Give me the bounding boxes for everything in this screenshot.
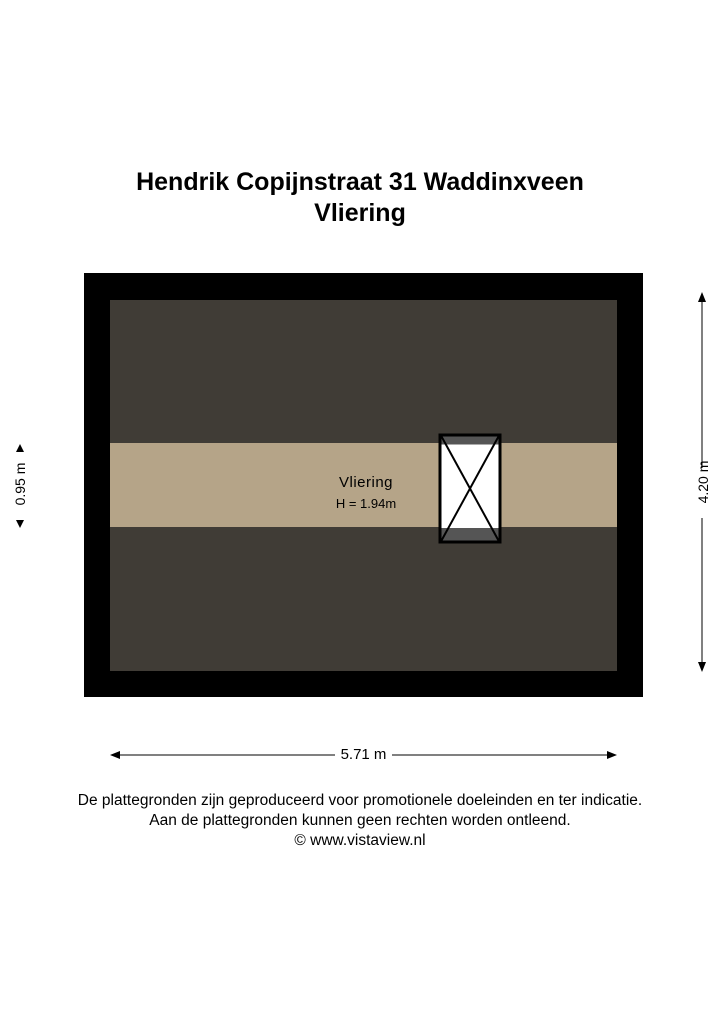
plan-title: Hendrik Copijnstraat 31 Waddinxveen	[136, 168, 584, 196]
loft-hatch-icon	[438, 433, 502, 545]
width-dimension-label: 5.71 m	[335, 746, 393, 763]
disclaimer-line-1: De plattegronden zijn geproduceerd voor promotionele doeleinden en ter indicatie.	[77, 792, 643, 809]
room-height: H = 1.94m	[335, 496, 397, 511]
room-name: Vliering	[338, 474, 394, 491]
strip-dimension-label: 0.95 m	[12, 462, 28, 506]
disclaimer-line-2: Aan de plattegronden kunnen geen rechten worden ontleend.	[149, 812, 571, 829]
depth-dimension-label: 4.20 m	[695, 460, 711, 504]
floor-title: Vliering	[314, 199, 406, 227]
copyright-link[interactable]: © www.vistaview.nl	[294, 832, 426, 849]
width-dimension	[110, 745, 617, 765]
